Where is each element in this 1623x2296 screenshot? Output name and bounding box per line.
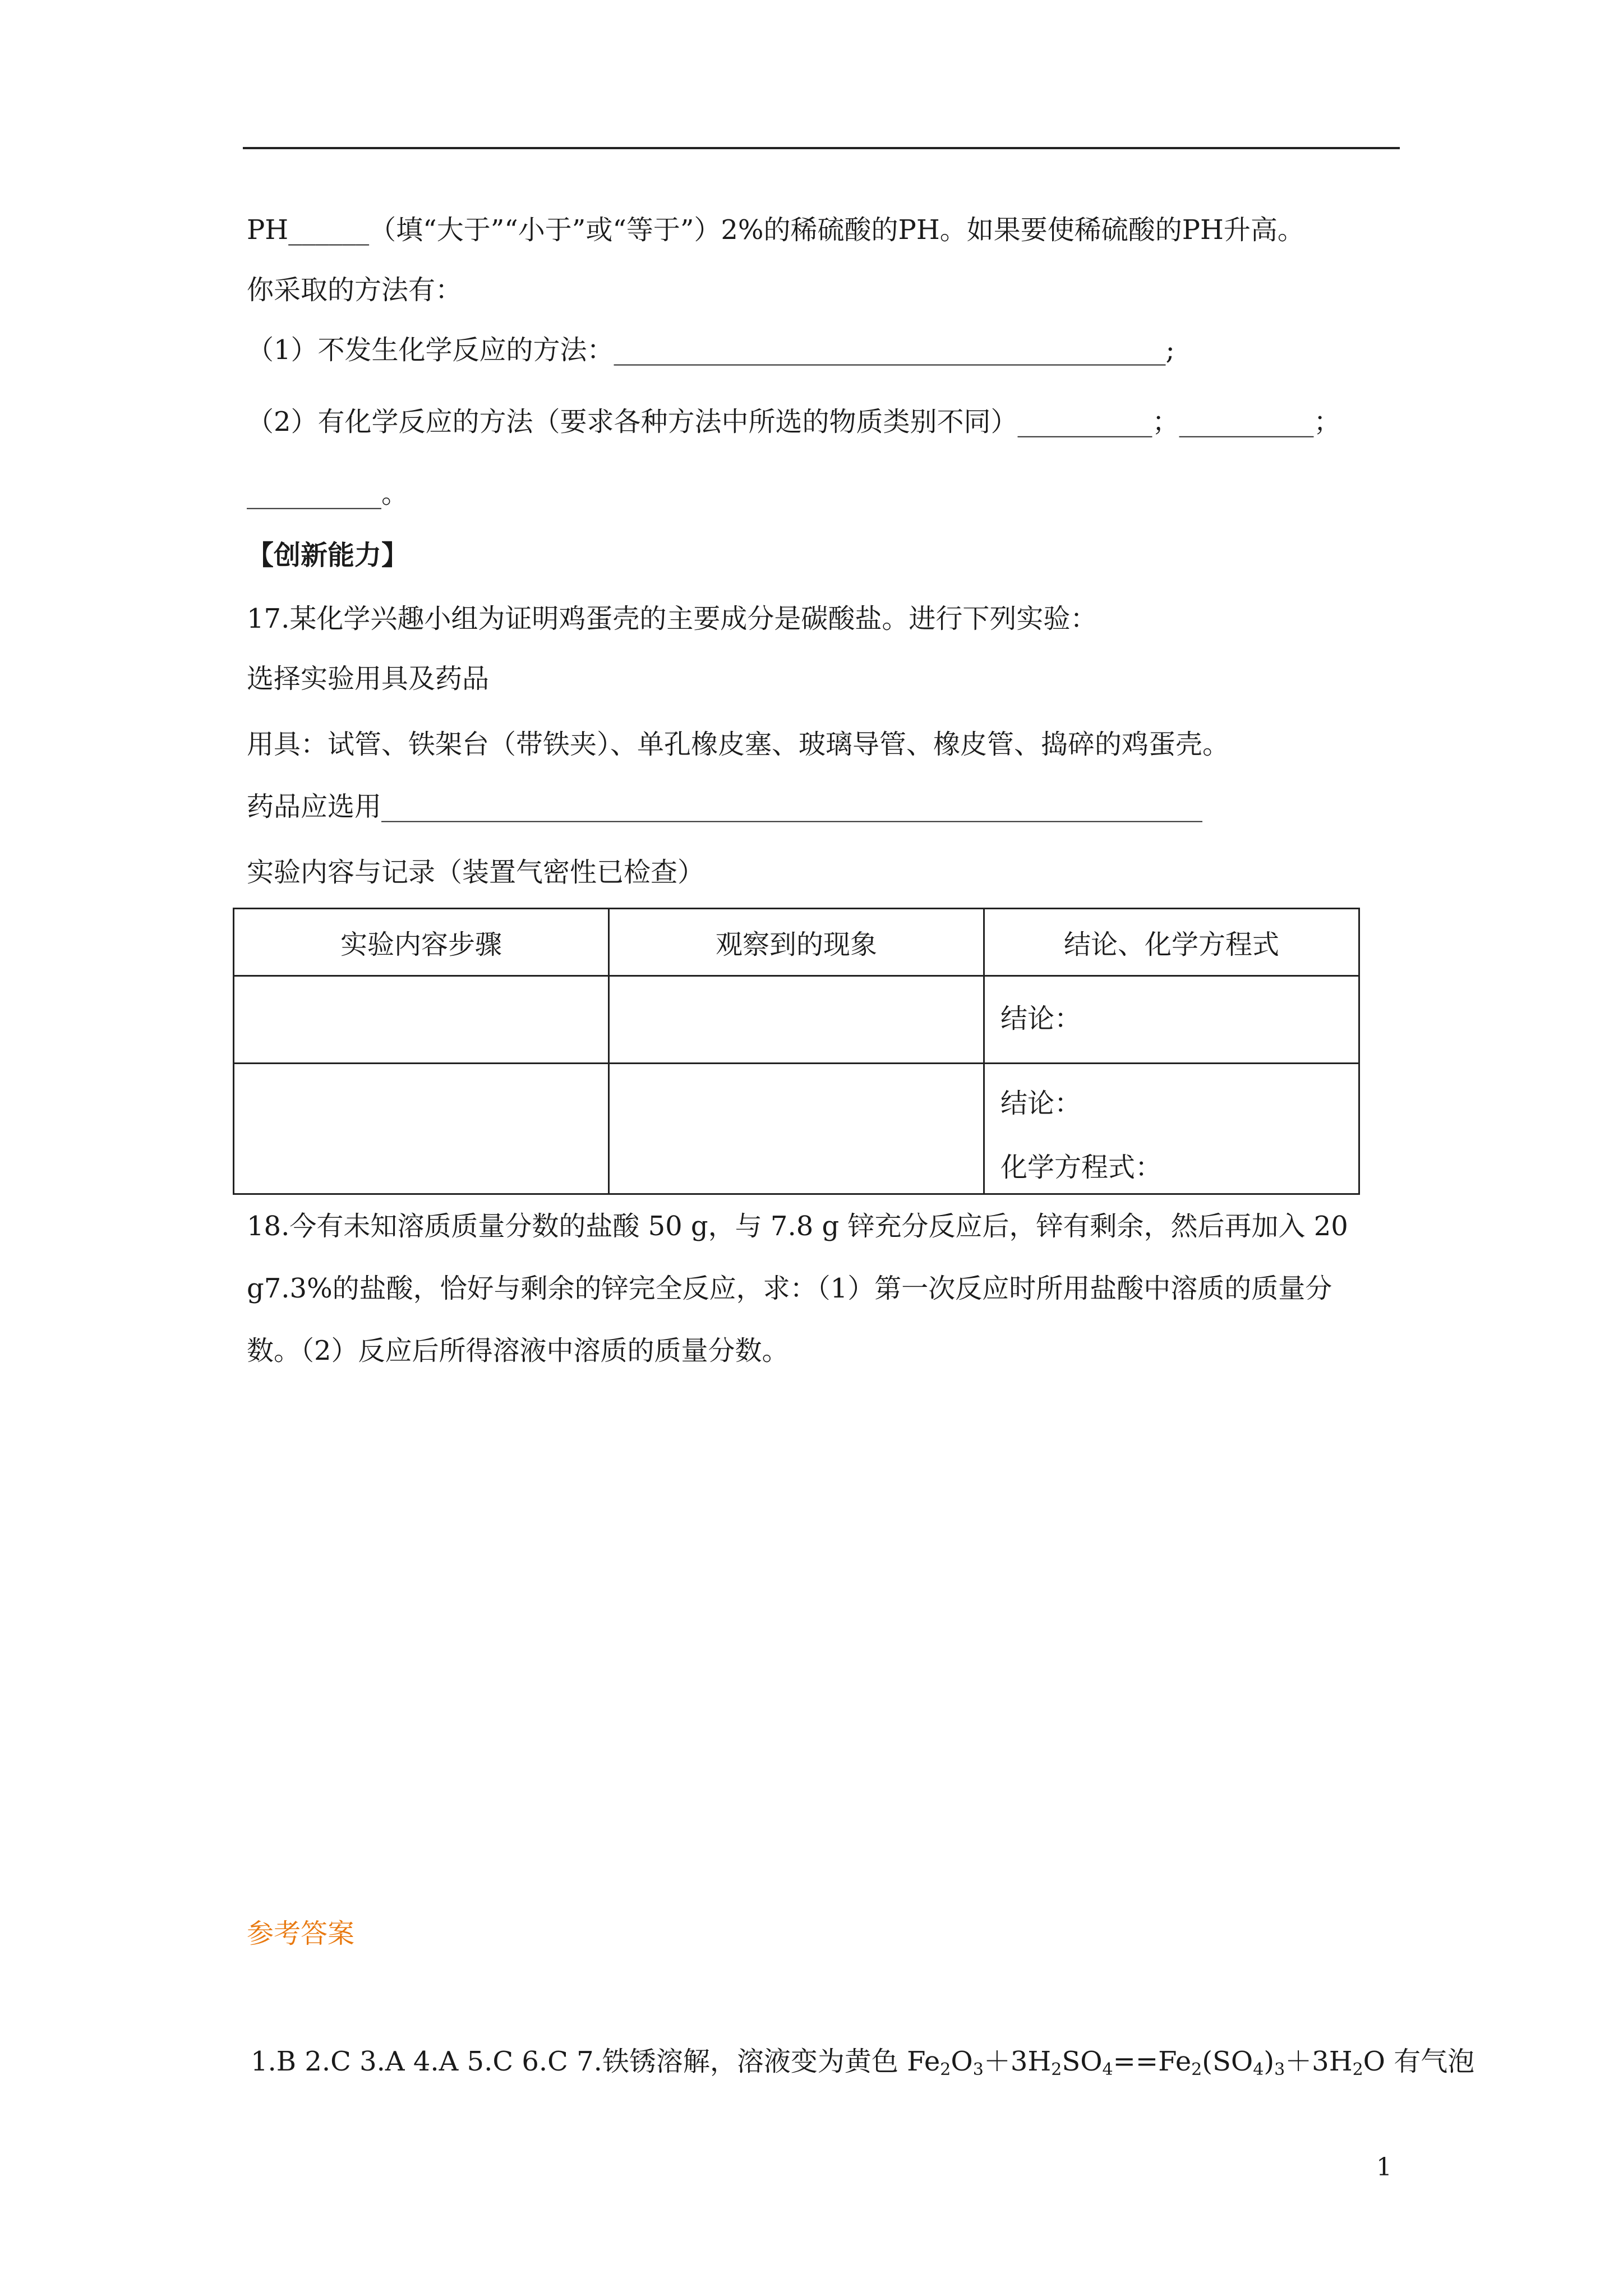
table-header-row bbox=[234, 909, 1359, 976]
table-header: 结论、化学方程式 bbox=[984, 909, 1359, 976]
page-number: 1 bbox=[1376, 2153, 1392, 2182]
answers-line1: 1.B 2.C 3.A 4.A 5.C 6.C 7.铁锈溶解，溶液变为黄色 $Fe_2O_3+3H_2SO_4==Fe_2(SO_4)_3+3H_2O$ 有气泡 bbox=[251, 2046, 1475, 2079]
table-row bbox=[234, 976, 1359, 1064]
table-cell-step bbox=[234, 976, 609, 1064]
answers-text-suffix: 有气泡 bbox=[1385, 2046, 1475, 2077]
answers-text: 1.B 2.C 3.A 4.A 5.C 6.C 7.铁锈溶解，溶液变为黄色 Fe bbox=[251, 2046, 940, 2077]
conclusion-label: 结论： bbox=[1000, 1088, 1082, 1119]
table-header: 观察到的现象 bbox=[609, 909, 984, 976]
table-cell-conclusion bbox=[984, 1064, 1359, 1194]
q16-line4: （2）有化学反应的方法（要求各种方法中所选的物质类别不同）__________；__________； bbox=[247, 406, 1341, 438]
q16-line1: PH______（填“大于”“小于”或“等于”）2%的稀硫酸的PH。如果要使稀硫酸的PH升高。 bbox=[247, 214, 1304, 246]
q16-line2: 你采取的方法有： bbox=[247, 274, 463, 306]
table-cell-phenomenon bbox=[609, 976, 984, 1064]
q18-line2: g7.3%的盐酸，恰好与剩余的锌完全反应，求：（1）第一次反应时所用盐酸中溶质的质量分 bbox=[247, 1273, 1332, 1304]
q17-select: 选择实验用具及药品 bbox=[247, 663, 490, 694]
q17-drugs: 药品应选用_____________________________________________________________ bbox=[247, 791, 1203, 822]
q17-stem: 17.某化学兴趣小组为证明鸡蛋壳的主要成分是碳酸盐。进行下列实验： bbox=[247, 603, 1098, 634]
q16-line5: __________。 bbox=[247, 478, 409, 509]
q18-line1: 18.今有未知溶质质量分数的盐酸 50 g，与 7.8 g 锌充分反应后，锌有剩余，然后再加入 20 bbox=[247, 1211, 1348, 1242]
q17-tools: 用具：试管、铁架台（带铁夹）、单孔橡皮塞、玻璃导管、橡皮管、捣碎的鸡蛋壳。 bbox=[247, 729, 1230, 760]
table-cell-step bbox=[234, 1064, 609, 1194]
table-header: 实验内容步骤 bbox=[234, 909, 609, 976]
q18-line3: 数。（2）反应后所得溶液中溶质的质量分数。 bbox=[247, 1335, 789, 1366]
q16-line3: （1）不发生化学反应的方法：_________________________________________; bbox=[247, 334, 1175, 366]
conclusion-label: 结论： bbox=[1000, 1003, 1082, 1034]
table-cell-conclusion bbox=[984, 976, 1359, 1064]
section-title: 【创新能力】 bbox=[247, 540, 409, 571]
equation-label: 化学方程式： bbox=[1000, 1152, 1163, 1183]
table-row bbox=[234, 1064, 1359, 1194]
experiment-table bbox=[233, 908, 1360, 1195]
answers-title: 参考答案 bbox=[247, 1918, 355, 1949]
header-rule bbox=[243, 147, 1400, 149]
table-cell-phenomenon bbox=[609, 1064, 984, 1194]
q17-record: 实验内容与记录（装置气密性已检查） bbox=[247, 857, 705, 888]
